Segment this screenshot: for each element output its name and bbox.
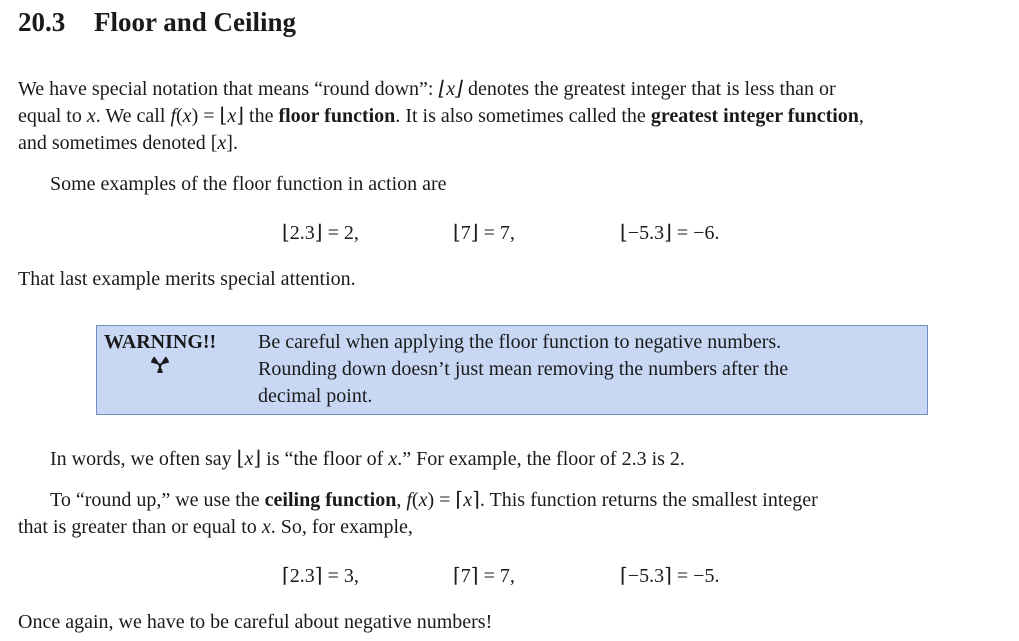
words-text: ⌋ is “the floor of (253, 448, 389, 470)
ceiling-line-2 (18, 514, 413, 541)
words-text: In words, we often say ⌊ (50, 448, 245, 470)
ceiling-text: To “round up,” we use the (50, 489, 265, 511)
var-f: f (406, 489, 412, 511)
var-x: x (217, 132, 227, 154)
term-greatest-integer-function: greatest integer function (650, 105, 859, 127)
warning-line: Be careful when applying the floor function to negative numbers. (258, 331, 782, 353)
var-x: x (418, 489, 428, 511)
ceiling-text: , (396, 489, 407, 511)
section-heading (18, 4, 296, 40)
intro-text: ( (176, 105, 183, 127)
examples-intro: Some examples of the floor function in action are (50, 173, 447, 195)
var-x: x (227, 105, 237, 127)
term-floor-function: floor function (278, 105, 396, 127)
warning-body (258, 329, 922, 410)
term-ceiling-function: ceiling function (264, 489, 397, 511)
closing-line: Once again, we have to be careful about negative numbers! (18, 611, 493, 633)
ceiling-text: ( (411, 489, 419, 511)
var-f: f (170, 105, 176, 127)
section-number: 20.3 (18, 7, 66, 37)
radiation-icon (150, 355, 170, 373)
var-x: x (261, 516, 271, 538)
intro-text: We have special notation that means “round down”: (18, 78, 439, 100)
intro-text: denotes the greatest integer that is less than or (462, 78, 836, 100)
var-x: x (463, 489, 473, 511)
intro-text: equal to (18, 105, 87, 127)
var-x: x (86, 105, 96, 127)
ceiling-text: that is greater than or equal to (18, 516, 262, 538)
intro-text: and sometimes denoted [ (18, 132, 218, 154)
words-line (50, 446, 685, 473)
warning-title: WARNING!! (104, 331, 217, 353)
warning-line: decimal point. (258, 385, 373, 407)
intro-text: ) = ⌊ (191, 105, 228, 127)
var-x: x (388, 448, 398, 470)
ceiling-example-3: ⌈−5.3⌉ = −5. (620, 565, 720, 587)
var-x: x (182, 105, 192, 127)
floor-example-2: ⌊7⌋ = 7, (453, 222, 515, 244)
var-x: x (244, 448, 254, 470)
words-text: .” For example, the floor of 2.3 is 2. (397, 448, 685, 470)
intro-line-2 (18, 103, 864, 130)
intro-text: ⌋ the (236, 105, 279, 127)
intro-line-3 (18, 130, 238, 157)
warning-line: Rounding down doesn’t just mean removing the numbers after the (258, 358, 789, 380)
ceiling-example-2: ⌈7⌉ = 7, (453, 565, 515, 587)
intro-text: . We call (95, 105, 171, 127)
ceiling-example-1: ⌈2.3⌉ = 3, (282, 565, 359, 587)
intro-text: ]. (226, 132, 238, 154)
intro-line-1 (18, 76, 836, 103)
ceiling-text: ⌉. This function returns the smallest integer (472, 489, 818, 511)
floor-example-1: ⌊2.3⌋ = 2, (282, 222, 359, 244)
intro-text: . It is also sometimes called the (395, 105, 651, 127)
ceiling-text: ) = ⌈ (427, 489, 464, 511)
floor-example-3: ⌊−5.3⌋ = −6. (620, 222, 720, 244)
intro-text: , (858, 105, 864, 127)
section-title: Floor and Ceiling (94, 7, 297, 37)
attention-line: That last example merits special attention. (18, 268, 356, 290)
ceiling-line-1 (50, 487, 818, 514)
floor-x-symbol: ⌊x⌋ (438, 78, 463, 100)
ceiling-text: . So, for example, (270, 516, 413, 538)
